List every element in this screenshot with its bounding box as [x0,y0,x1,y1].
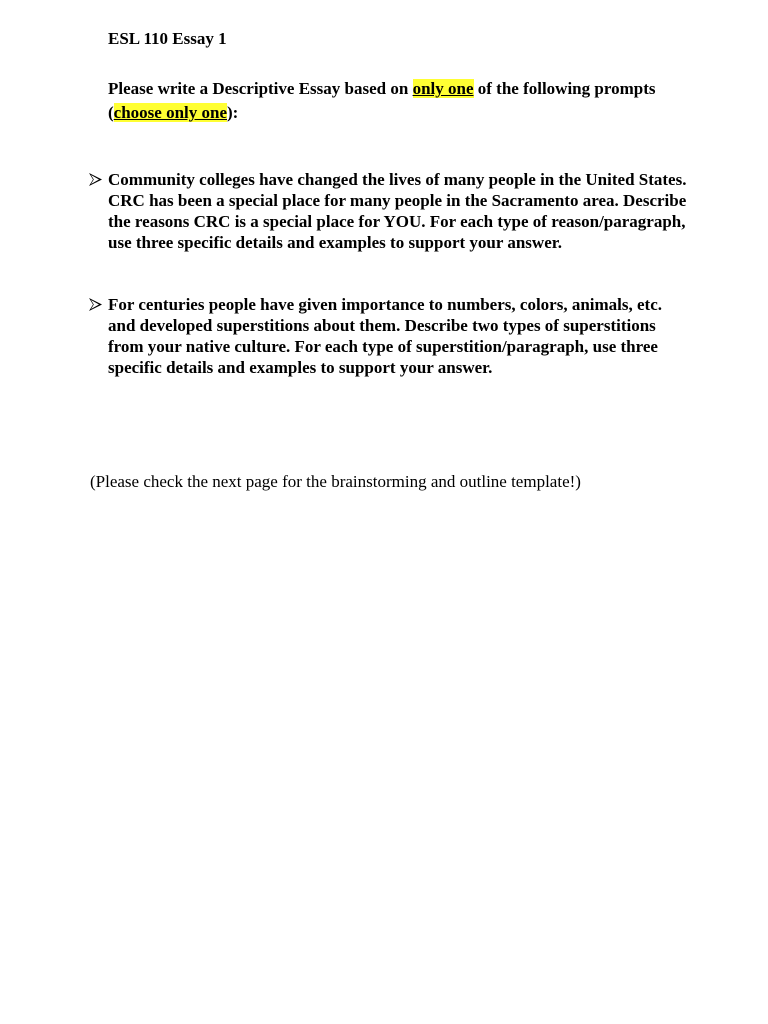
document-title: ESL 110 Essay 1 [108,29,227,48]
arrowhead-bullet-icon [88,169,104,190]
instructions-text-2: of the following prompts ( [108,79,656,122]
next-page-note: (Please check the next page for the brainstorming and outline template!) [90,472,581,491]
highlighted-choose-only-one: choose only one [113,103,228,122]
essay-instructions [108,77,698,125]
prompt-text: Community colleges have changed the lives of many people in the United States. CRC has been a special place for many people in the Sacramento area. Describe the reasons CRC is a special place for YOU. For each type of reason/paragraph, use three specific details and examples to support your answer. [108,170,687,252]
prompt-item-2 [108,294,688,378]
prompt-text: For centuries people have given importance to numbers, colors, animals, etc. and developed superstitions about them. Describe two types of superstitions from your native culture. For each type of superstition/paragraph, use three specific details and examples to support your answer. [108,295,663,377]
instructions-text-3: ): [227,103,239,122]
arrowhead-bullet-icon [88,294,104,315]
instructions-text-1: Please write a Descriptive Essay based on [108,79,413,98]
highlighted-only-one: only one [412,79,474,98]
prompt-item-1 [108,169,688,253]
